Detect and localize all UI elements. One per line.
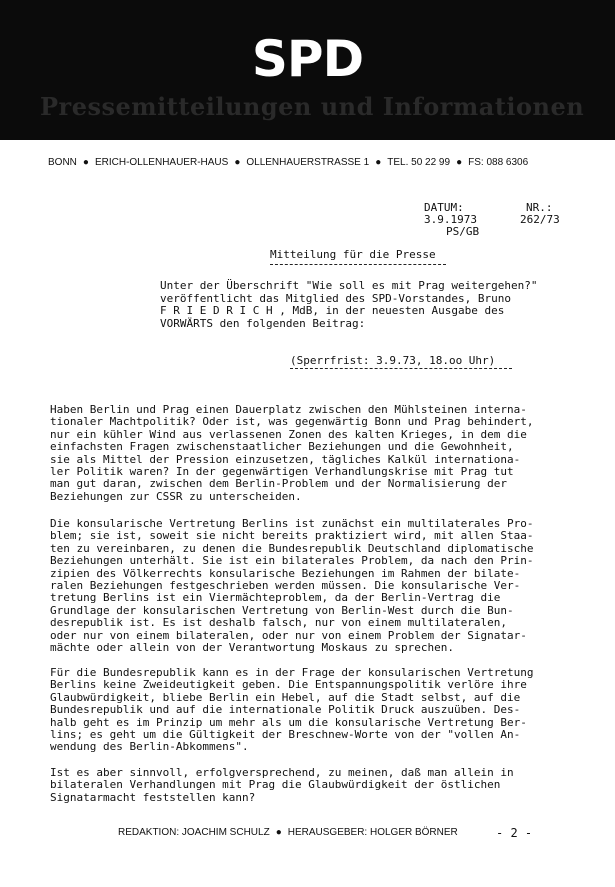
embargo-underline: [290, 368, 512, 369]
address-building: ERICH-OLLENHAUER-HAUS: [94, 157, 229, 168]
text-line: oder nur von einem bilateralen, oder nur von einem Problem der Signatar-: [50, 628, 527, 642]
heading-underline: [270, 264, 446, 265]
nr-label: NR.:: [526, 201, 553, 214]
text-line: tionaler Machtpolitik? Oder ist, was gegenwärtig Bonn und Prag behindert,: [50, 415, 534, 429]
text-line: Grundlage der konsularischen Vertretung von Berlin-West durch die Bun-: [50, 603, 514, 617]
paragraph-4: [50, 767, 590, 804]
intro-line: Unter der Überschrift "Wie soll es mit Prag weitergehen?": [160, 279, 538, 292]
text-line: Haben Berlin und Prag einen Dauerplatz zwischen den Mühlsteinen interna-: [50, 403, 527, 416]
initials: PS/GB: [446, 225, 480, 238]
address-tel: TEL. 50 22 99: [387, 157, 451, 168]
embargo-note: (Sperrfrist: 3.9.73, 18.oo Uhr): [290, 354, 496, 367]
text-line: sie als Mittel der Pression einzusetzen, tägliches Kalkül internationa-: [50, 452, 521, 466]
text-line: lins; es geht um die Gültigkeit der Breschnew-Worte von der "vollen An-: [50, 728, 521, 742]
text-line: nur ein kühler Wind aus verlassenen Zonen des kalten Krieges, in dem die: [50, 427, 527, 441]
text-line: man gut daran, zwischen dem Berlin-Problem und der Normalisierung der: [50, 477, 507, 491]
text-line: bilateralen Verhandlungen mit Prag die Glaubwürdigkeit der östlichen: [50, 778, 501, 792]
text-line: Beziehungen unterhält. Sie ist ein bilaterales Problem, da nach den Prin-: [50, 554, 534, 568]
letterhead-banner: [0, 0, 615, 140]
spd-logo: SPD: [251, 30, 364, 88]
press-heading: Mitteilung für die Presse: [270, 248, 436, 261]
text-line: Bundesrepublik und auf die internationale Politik Druck auszuüben. Des-: [50, 703, 521, 717]
text-line: Die konsularische Vertretung Berlins ist zunächst ein multilaterales Pro-: [50, 517, 534, 530]
letterhead-subtitle: Pressemitteilungen und Informationen: [40, 92, 585, 121]
footer-redaktion: REDAKTION: JOACHIM SCHULZ: [118, 827, 270, 838]
text-line: Glaubwürdigkeit, bliebe Berlin ein Hebel, auf die Stadt selbst, auf die: [50, 690, 521, 704]
text-line: mächte oder allein von der Verantwortung Moskaus zu sprechen.: [50, 641, 454, 655]
text-line: Berlins keine Zweideutigkeit geben. Die Entspannungspolitik verlöre ihre: [50, 678, 527, 692]
address-street: OLLENHAUERSTRASSE 1: [246, 157, 370, 168]
text-line: wendung des Berlin-Abkommens".: [50, 740, 249, 754]
footer-herausgeber: HERAUSGEBER: HOLGER BÖRNER: [287, 827, 458, 838]
text-line: Ist es aber sinnvoll, erfolgversprechend, zu meinen, daß man allein in: [50, 766, 514, 779]
bullet-icon: ●: [275, 827, 282, 838]
address-city: BONN: [48, 157, 77, 168]
datum-label: DATUM:: [424, 201, 464, 214]
intro-line: veröffentlicht das Mitglied des SPD-Vorstandes, Bruno: [160, 291, 511, 305]
text-line: blem; sie ist, soweit sie nicht bereits praktiziert wird, mit allen Staa-: [50, 529, 534, 543]
paragraph-3: [50, 667, 590, 754]
page-number: - 2 -: [496, 826, 533, 840]
intro-line: F R I E D R I C H , MdB, in der neuesten Ausgabe des: [160, 304, 505, 317]
nr-value: 262/73: [520, 213, 560, 226]
datum-value: 3.9.1973: [424, 213, 477, 226]
bullet-icon: ●: [375, 157, 382, 168]
intro-block: [160, 280, 580, 330]
text-line: Signatarmacht feststellen kann?: [50, 790, 256, 804]
text-line: halb geht es im Prinzip um mehr als um die konsularische Vertretung Ber-: [50, 715, 527, 729]
text-line: zipien des Völkerrechts konsularische Beziehungen im Rahmen der bilate-: [50, 566, 521, 580]
footer-line: [118, 827, 458, 838]
text-line: desrepublik ist. Es ist deshalb falsch, nur von einem multilateralen,: [50, 616, 507, 630]
text-line: Beziehungen zur CSSR zu unterscheiden.: [50, 489, 302, 503]
bullet-icon: ●: [234, 157, 241, 168]
text-line: tretung Berlins ist ein Viermächteproblem, da der Berlin-Vertrag die: [50, 591, 501, 605]
intro-line: VORWÄRTS den folgenden Beitrag:: [160, 316, 366, 330]
text-line: ralen Beziehungen festgeschrieben werden müssen. Die konsularische Ver-: [50, 579, 521, 593]
bullet-icon: ●: [82, 157, 89, 168]
paragraph-1: [50, 404, 590, 503]
bullet-icon: ●: [456, 157, 463, 168]
address-line: [48, 157, 528, 168]
text-line: ten zu vereinbaren, zu denen die Bundesrepublik Deutschland diplomatische: [50, 541, 534, 555]
address-fs: FS: 088 6306: [468, 157, 529, 168]
text-line: einfachsten Fragen zwischenstaatlicher Beziehungen und die Gewohnheit,: [50, 440, 514, 454]
paragraph-2: [50, 518, 590, 654]
text-line: Für die Bundesrepublik kann es in der Frage der konsularischen Vertretung: [50, 666, 534, 679]
text-line: ler Politik waren? In der gegenwärtigen Verhandlungskrise mit Prag tut: [50, 465, 514, 479]
